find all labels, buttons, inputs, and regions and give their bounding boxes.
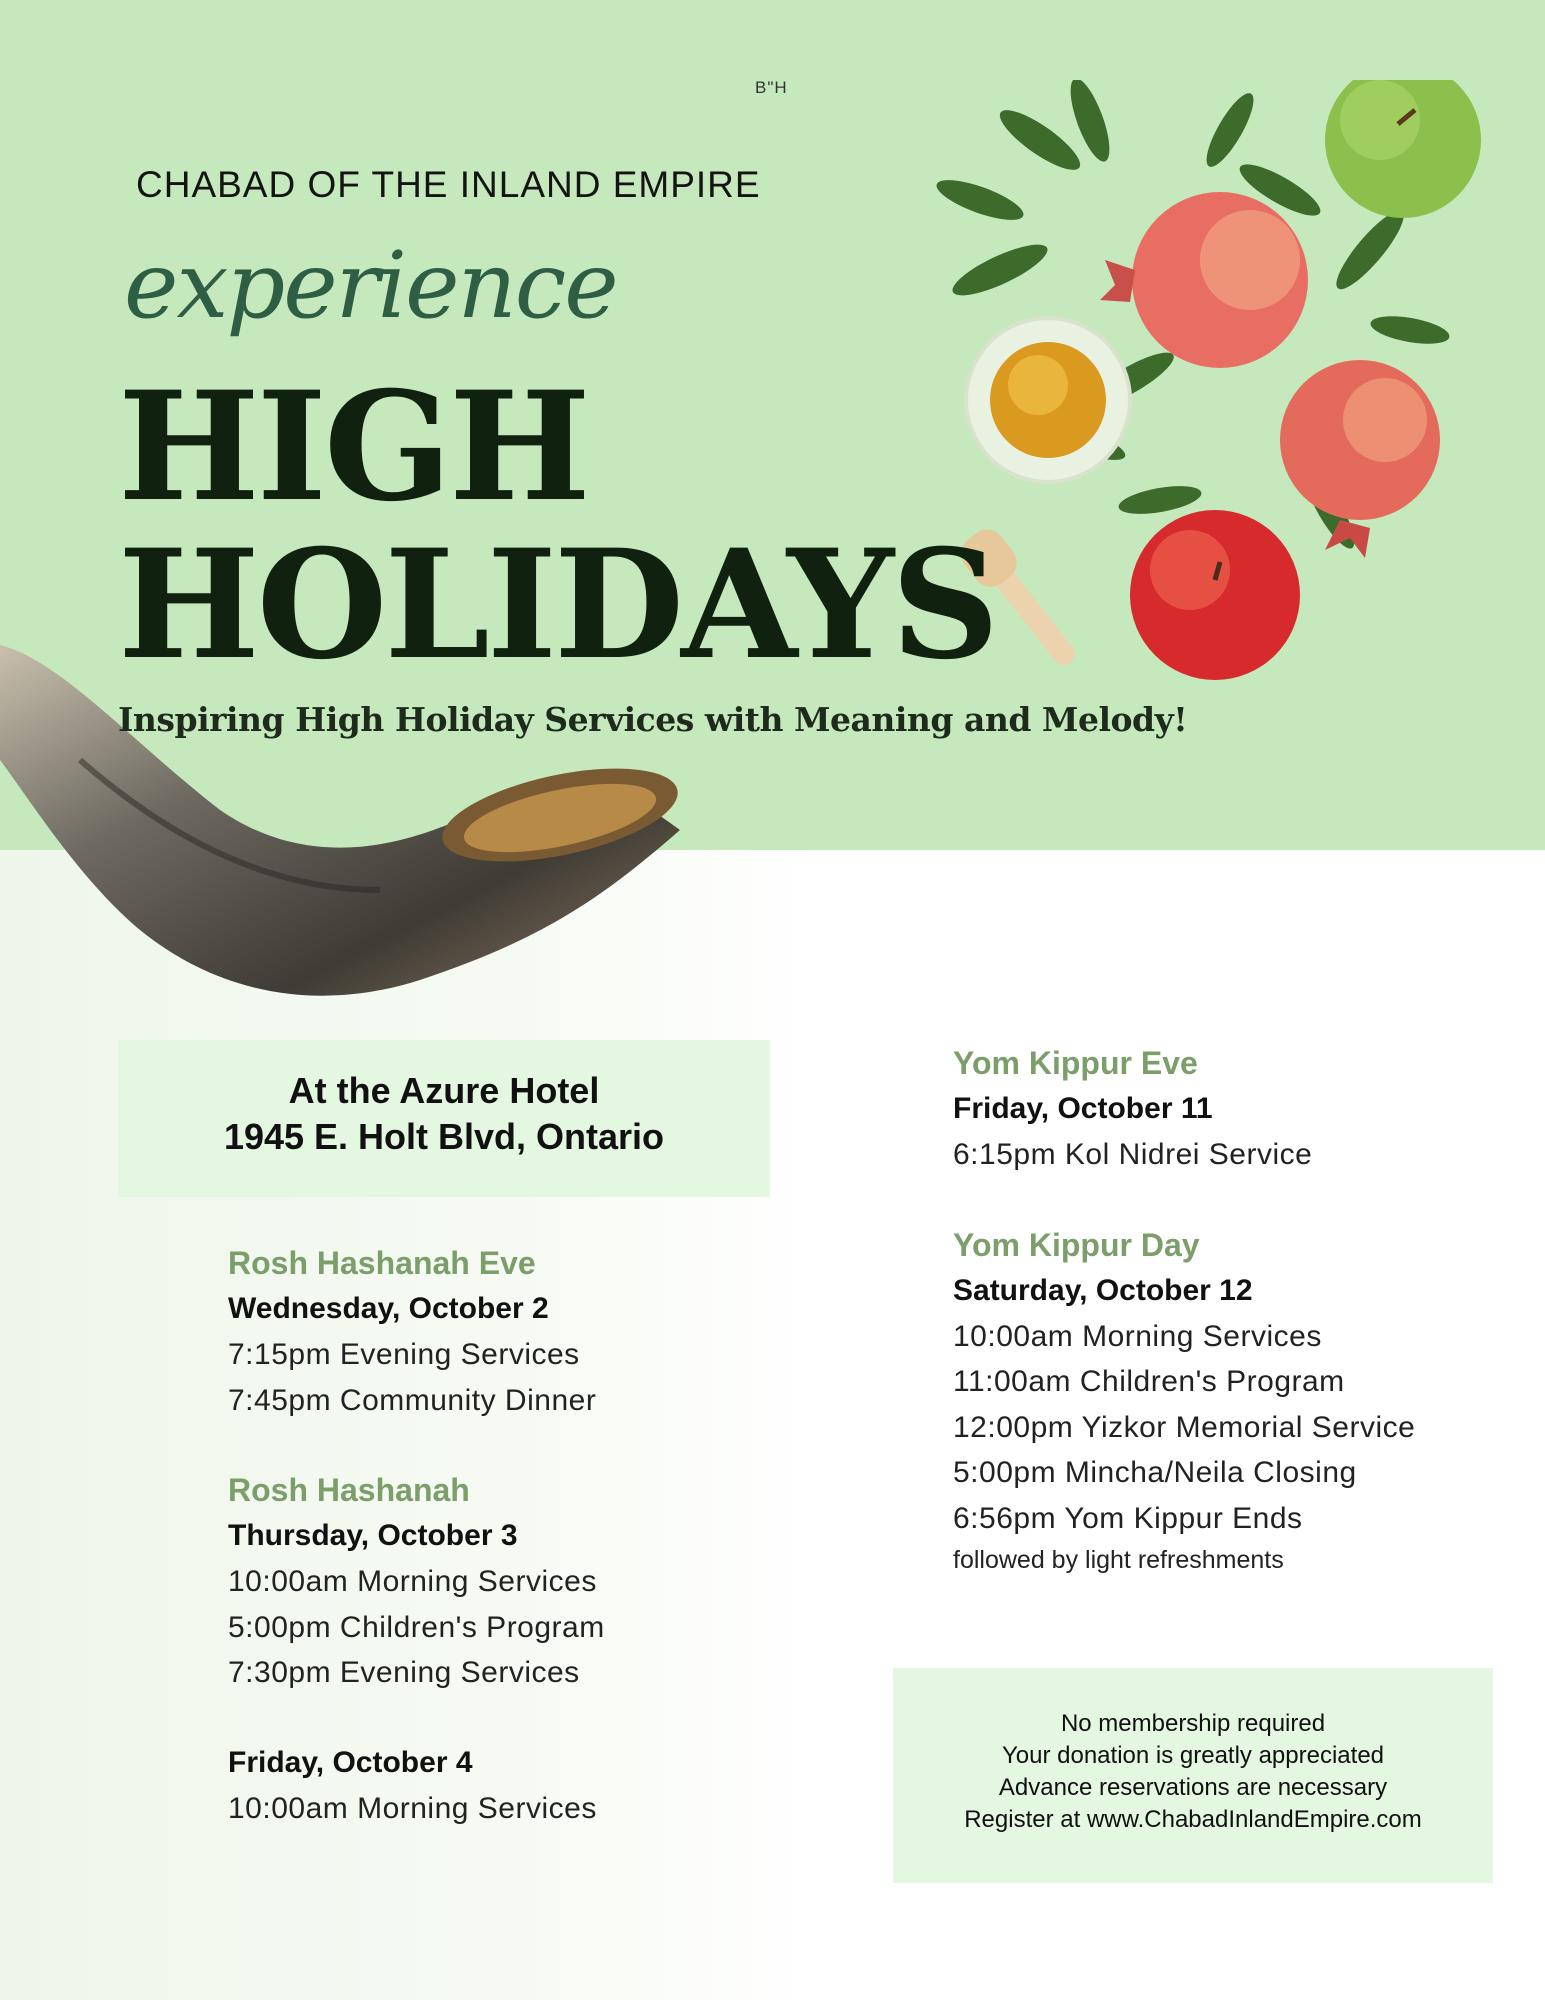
event-yom-kippur-eve	[953, 1040, 1513, 1178]
event-item: 11:00am Children's Program	[953, 1365, 1345, 1398]
event-item: 6:15pm Kol Nidrei Service	[953, 1138, 1313, 1171]
info-reservations: Advance reservations are necessary	[998, 1774, 1388, 1801]
event-date: Friday, October 4	[228, 1745, 473, 1779]
right-schedule	[953, 1040, 1513, 1623]
event-item: 10:00am Morning Services	[228, 1791, 597, 1825]
event-date: Friday, October 11	[953, 1092, 1213, 1125]
shofar-illustration	[0, 640, 700, 1020]
event-item: 7:30pm Evening Services	[228, 1656, 580, 1689]
left-schedule	[228, 1240, 788, 1875]
event-item: 7:45pm Community Dinner	[228, 1383, 597, 1417]
event-friday-oct-4	[228, 1740, 788, 1832]
event-name: Rosh Hashanah	[228, 1472, 470, 1508]
fruit-honey-illustration	[930, 80, 1490, 720]
title-line-2: HOLIDAYS	[118, 517, 997, 693]
venue-box	[118, 1040, 770, 1197]
event-item: 12:00pm Yizkor Memorial Service	[953, 1410, 1416, 1444]
info-donation: Your donation is greatly appreciated	[1001, 1742, 1385, 1769]
event-item: 5:00pm Mincha/Neila Closing	[953, 1456, 1357, 1489]
tagline: Inspiring High Holiday Services with Meaning and Melody!	[118, 700, 1188, 739]
info-box	[893, 1668, 1493, 1883]
event-date: Thursday, October 3	[228, 1519, 518, 1552]
event-item: 10:00am Morning Services	[953, 1319, 1322, 1353]
info-register-link[interactable]: Register at www.ChabadInlandEmpire.com	[964, 1806, 1422, 1833]
event-item: 7:15pm Evening Services	[228, 1338, 580, 1371]
venue-address: 1945 E. Holt Blvd, Ontario	[223, 1116, 665, 1157]
script-heading: experience	[124, 232, 617, 339]
event-name: Yom Kippur Eve	[953, 1045, 1198, 1081]
event-item: 6:56pm Yom Kippur Ends	[953, 1501, 1303, 1535]
event-item: 10:00am Morning Services	[228, 1565, 597, 1598]
event-date: Saturday, October 12	[953, 1273, 1253, 1307]
venue-name: At the Azure Hotel	[288, 1070, 600, 1111]
event-name: Yom Kippur Day	[953, 1226, 1200, 1263]
event-date: Wednesday, October 2	[228, 1292, 549, 1325]
event-rosh-hashanah-eve	[228, 1240, 788, 1423]
event-name: Rosh Hashanah Eve	[228, 1245, 536, 1281]
bh-mark: B"H	[755, 78, 788, 97]
event-rosh-hashanah	[228, 1467, 788, 1696]
info-membership: No membership required	[1060, 1710, 1326, 1737]
event-yom-kippur-day	[953, 1222, 1513, 1580]
event-item: 5:00pm Children's Program	[228, 1610, 605, 1644]
title-line-1: HIGH	[118, 359, 588, 535]
organization-name: CHABAD OF THE INLAND EMPIRE	[136, 164, 761, 205]
event-note: followed by light refreshments	[953, 1546, 1284, 1574]
